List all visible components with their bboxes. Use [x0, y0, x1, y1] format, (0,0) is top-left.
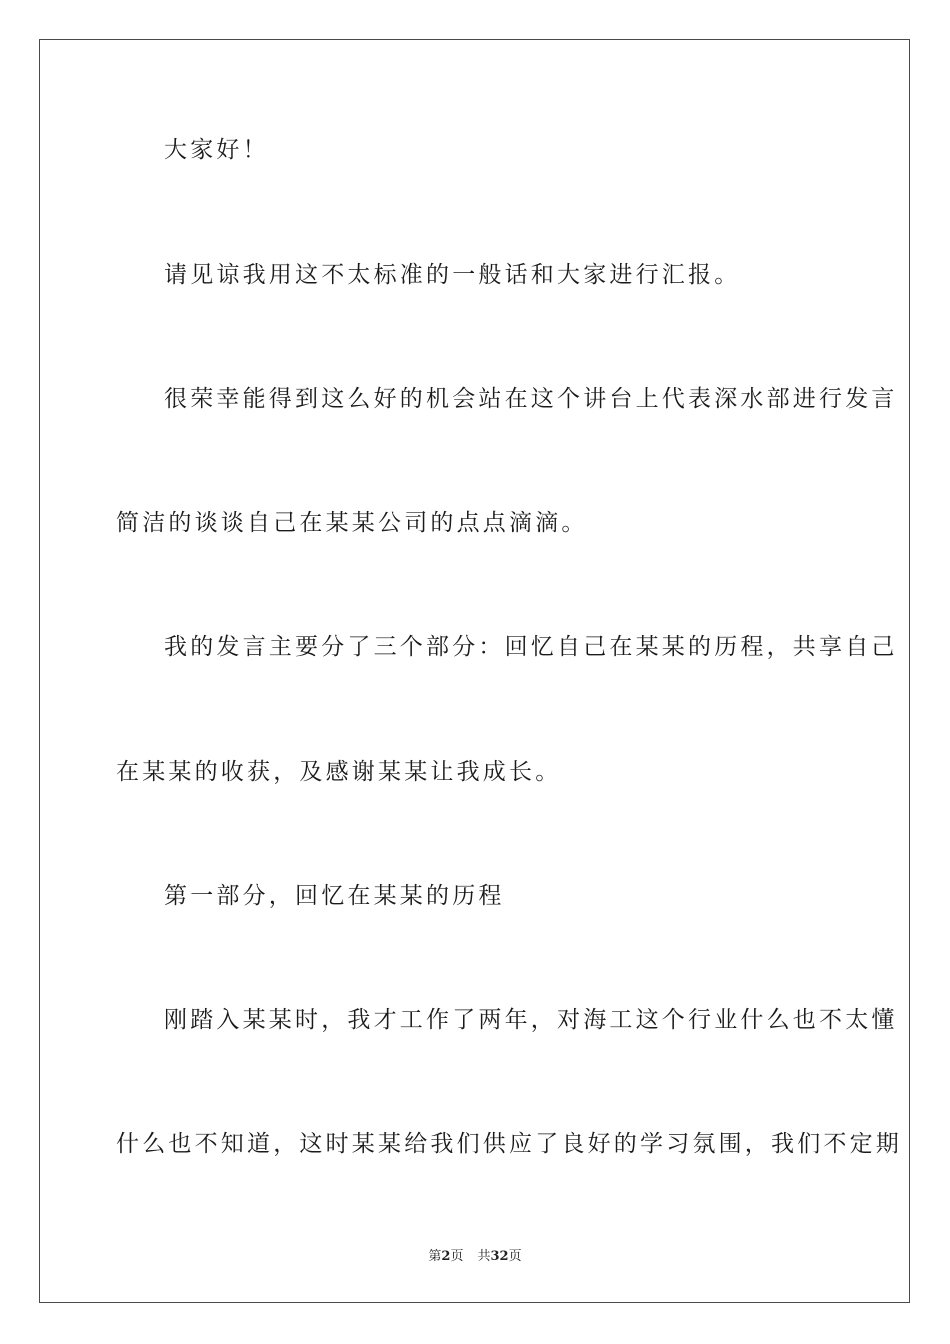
paragraph-honor-line-1: 很荣幸能得到这么好的机会站在这个讲台上代表深水部进行发言	[164, 386, 898, 412]
paragraph-greeting: 大家好！	[164, 137, 269, 163]
page-footer	[0, 1248, 950, 1266]
total-suffix: 页	[508, 1249, 522, 1264]
paragraph-history-line-1: 刚踏入某某时，我才工作了两年，对海工这个行业什么也不太懂	[164, 1007, 898, 1033]
total-pages: 32	[490, 1249, 509, 1264]
paragraph-apology: 请见谅我用这不太标准的一般话和大家进行汇报。	[164, 262, 741, 288]
paragraph-honor-line-2: 简洁的谈谈自己在某某公司的点点滴滴。	[116, 510, 588, 536]
page-prefix: 第	[428, 1249, 442, 1264]
total-prefix: 共	[477, 1249, 491, 1264]
paragraph-outline-line-1: 我的发言主要分了三个部分：回忆自己在某某的历程，共享自己	[164, 634, 898, 660]
page-number: 2	[441, 1249, 451, 1264]
page-border	[39, 39, 910, 1303]
page-suffix: 页	[450, 1249, 464, 1264]
section-heading-part-one: 第一部分，回忆在某某的历程	[164, 883, 505, 909]
paragraph-history-line-2: 什么也不知道，这时某某给我们供应了良好的学习氛围，我们不定期	[116, 1131, 902, 1157]
paragraph-outline-line-2: 在某某的收获，及感谢某某让我成长。	[116, 759, 562, 785]
